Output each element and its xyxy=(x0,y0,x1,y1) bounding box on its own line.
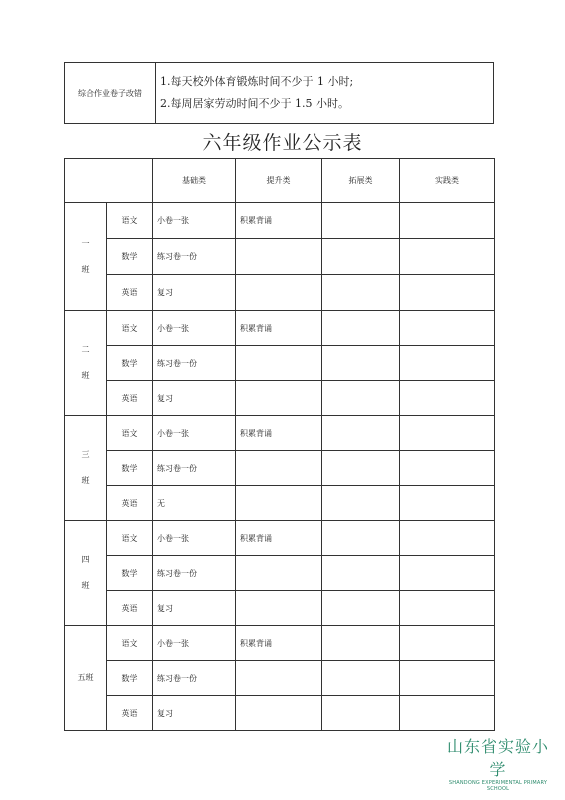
subject-cell: 语文 xyxy=(107,521,153,556)
requirements-content xyxy=(156,63,494,124)
homework-cell-practice xyxy=(400,486,495,521)
table-row xyxy=(65,381,495,416)
requirement-line-2: 2.每周居家劳动时间不少于 1.5 小时。 xyxy=(160,97,349,110)
homework-cell-improve xyxy=(236,591,322,626)
class-name-cell xyxy=(65,521,107,626)
table-row xyxy=(65,626,495,661)
homework-cell-extend xyxy=(322,311,400,346)
homework-cell-extend xyxy=(322,486,400,521)
homework-cell-basic: 小卷一张 xyxy=(153,521,236,556)
class-name-text: 三 xyxy=(81,450,90,459)
table-row xyxy=(65,275,495,311)
table-row xyxy=(65,416,495,451)
homework-cell-extend xyxy=(322,416,400,451)
homework-cell-practice xyxy=(400,381,495,416)
subject-cell: 数学 xyxy=(107,556,153,591)
subject-cell: 语文 xyxy=(107,203,153,239)
homework-cell-extend xyxy=(322,381,400,416)
table-row xyxy=(65,556,495,591)
column-header: 提升类 xyxy=(236,159,322,203)
homework-cell-practice xyxy=(400,203,495,239)
homework-cell-improve xyxy=(236,451,322,486)
homework-cell-practice xyxy=(400,416,495,451)
subject-cell: 语文 xyxy=(107,311,153,346)
subject-cell: 英语 xyxy=(107,591,153,626)
homework-cell-improve xyxy=(236,381,322,416)
requirements-label: 综合作业卷子改错 xyxy=(65,63,156,124)
homework-cell-practice xyxy=(400,451,495,486)
homework-cell-basic: 复习 xyxy=(153,591,236,626)
homework-cell-improve: 积累背诵 xyxy=(236,626,322,661)
homework-cell-basic: 练习卷一份 xyxy=(153,239,236,275)
homework-cell-basic: 练习卷一份 xyxy=(153,451,236,486)
homework-cell-basic: 无 xyxy=(153,486,236,521)
class-name-text: 二 xyxy=(81,345,90,354)
table-row xyxy=(65,591,495,626)
requirement-line-1: 1.每天校外体育锻炼时间不少于 1 小时; xyxy=(160,75,354,88)
homework-cell-extend xyxy=(322,203,400,239)
homework-cell-extend xyxy=(322,346,400,381)
class-name-text: 班 xyxy=(81,581,90,590)
homework-cell-improve: 积累背诵 xyxy=(236,521,322,556)
homework-cell-extend xyxy=(322,239,400,275)
subject-cell: 语文 xyxy=(107,416,153,451)
homework-cell-basic: 小卷一张 xyxy=(153,203,236,239)
subject-cell: 数学 xyxy=(107,661,153,696)
table-row xyxy=(65,239,495,275)
homework-cell-practice xyxy=(400,626,495,661)
table-row xyxy=(65,203,495,239)
homework-cell-practice xyxy=(400,556,495,591)
homework-cell-improve xyxy=(236,275,322,311)
homework-cell-basic: 复习 xyxy=(153,381,236,416)
homework-cell-extend xyxy=(322,591,400,626)
column-header: 拓展类 xyxy=(322,159,400,203)
subject-cell: 英语 xyxy=(107,275,153,311)
homework-cell-basic: 练习卷一份 xyxy=(153,661,236,696)
homework-cell-improve xyxy=(236,661,322,696)
homework-cell-practice xyxy=(400,521,495,556)
subject-cell: 英语 xyxy=(107,381,153,416)
subject-cell: 语文 xyxy=(107,626,153,661)
homework-cell-improve: 积累背诵 xyxy=(236,416,322,451)
homework-cell-extend xyxy=(322,556,400,591)
homework-cell-basic: 复习 xyxy=(153,696,236,731)
table-row xyxy=(65,451,495,486)
class-name-text: 五班 xyxy=(77,673,94,682)
class-name-cell xyxy=(65,311,107,416)
subject-cell: 数学 xyxy=(107,239,153,275)
homework-cell-basic: 小卷一张 xyxy=(153,626,236,661)
homework-cell-improve xyxy=(236,239,322,275)
subject-cell: 英语 xyxy=(107,486,153,521)
table-row xyxy=(65,346,495,381)
table-row xyxy=(65,311,495,346)
subject-cell: 英语 xyxy=(107,696,153,731)
homework-cell-extend xyxy=(322,275,400,311)
homework-cell-extend xyxy=(322,521,400,556)
subject-cell: 数学 xyxy=(107,451,153,486)
homework-cell-extend xyxy=(322,661,400,696)
class-name-text: 班 xyxy=(81,264,90,274)
homework-cell-improve xyxy=(236,486,322,521)
header-corner-cell xyxy=(65,159,153,203)
homework-cell-basic: 小卷一张 xyxy=(153,311,236,346)
homework-cell-improve xyxy=(236,346,322,381)
class-name-text: 班 xyxy=(81,476,90,485)
homework-cell-extend xyxy=(322,696,400,731)
homework-cell-basic: 练习卷一份 xyxy=(153,556,236,591)
table-header-row xyxy=(65,159,495,203)
school-logo-name: 山东省实验小学 xyxy=(446,737,549,779)
class-name-cell xyxy=(65,203,107,311)
homework-cell-practice xyxy=(400,661,495,696)
homework-cell-basic: 复习 xyxy=(153,275,236,311)
homework-cell-improve: 积累背诵 xyxy=(236,203,322,239)
homework-cell-practice xyxy=(400,239,495,275)
subject-cell: 数学 xyxy=(107,346,153,381)
class-name-text: 班 xyxy=(81,371,90,380)
homework-cell-basic: 练习卷一份 xyxy=(153,346,236,381)
homework-cell-practice xyxy=(400,591,495,626)
page-title: 六年级作业公示表 xyxy=(202,132,363,154)
school-logo-english: SHANDONG EXPERIMENTAL PRIMARY SCHOOL xyxy=(448,780,548,792)
homework-cell-practice xyxy=(400,275,495,311)
school-logo xyxy=(443,734,553,792)
homework-cell-improve xyxy=(236,696,322,731)
class-name-cell xyxy=(65,416,107,521)
homework-cell-extend xyxy=(322,626,400,661)
table-row xyxy=(65,521,495,556)
homework-cell-practice xyxy=(400,311,495,346)
table-row xyxy=(65,486,495,521)
homework-cell-practice xyxy=(400,346,495,381)
class-name-text: 四 xyxy=(81,555,90,564)
table-row xyxy=(65,696,495,731)
homework-cell-extend xyxy=(322,451,400,486)
homework-cell-practice xyxy=(400,696,495,731)
requirements-table xyxy=(64,62,494,124)
class-name-text: 一 xyxy=(81,238,90,248)
homework-cell-improve: 积累背诵 xyxy=(236,311,322,346)
homework-cell-basic: 小卷一张 xyxy=(153,416,236,451)
column-header: 实践类 xyxy=(400,159,495,203)
homework-table xyxy=(64,158,495,731)
column-header: 基础类 xyxy=(153,159,236,203)
class-name-cell xyxy=(65,626,107,731)
homework-cell-improve xyxy=(236,556,322,591)
table-row xyxy=(65,661,495,696)
